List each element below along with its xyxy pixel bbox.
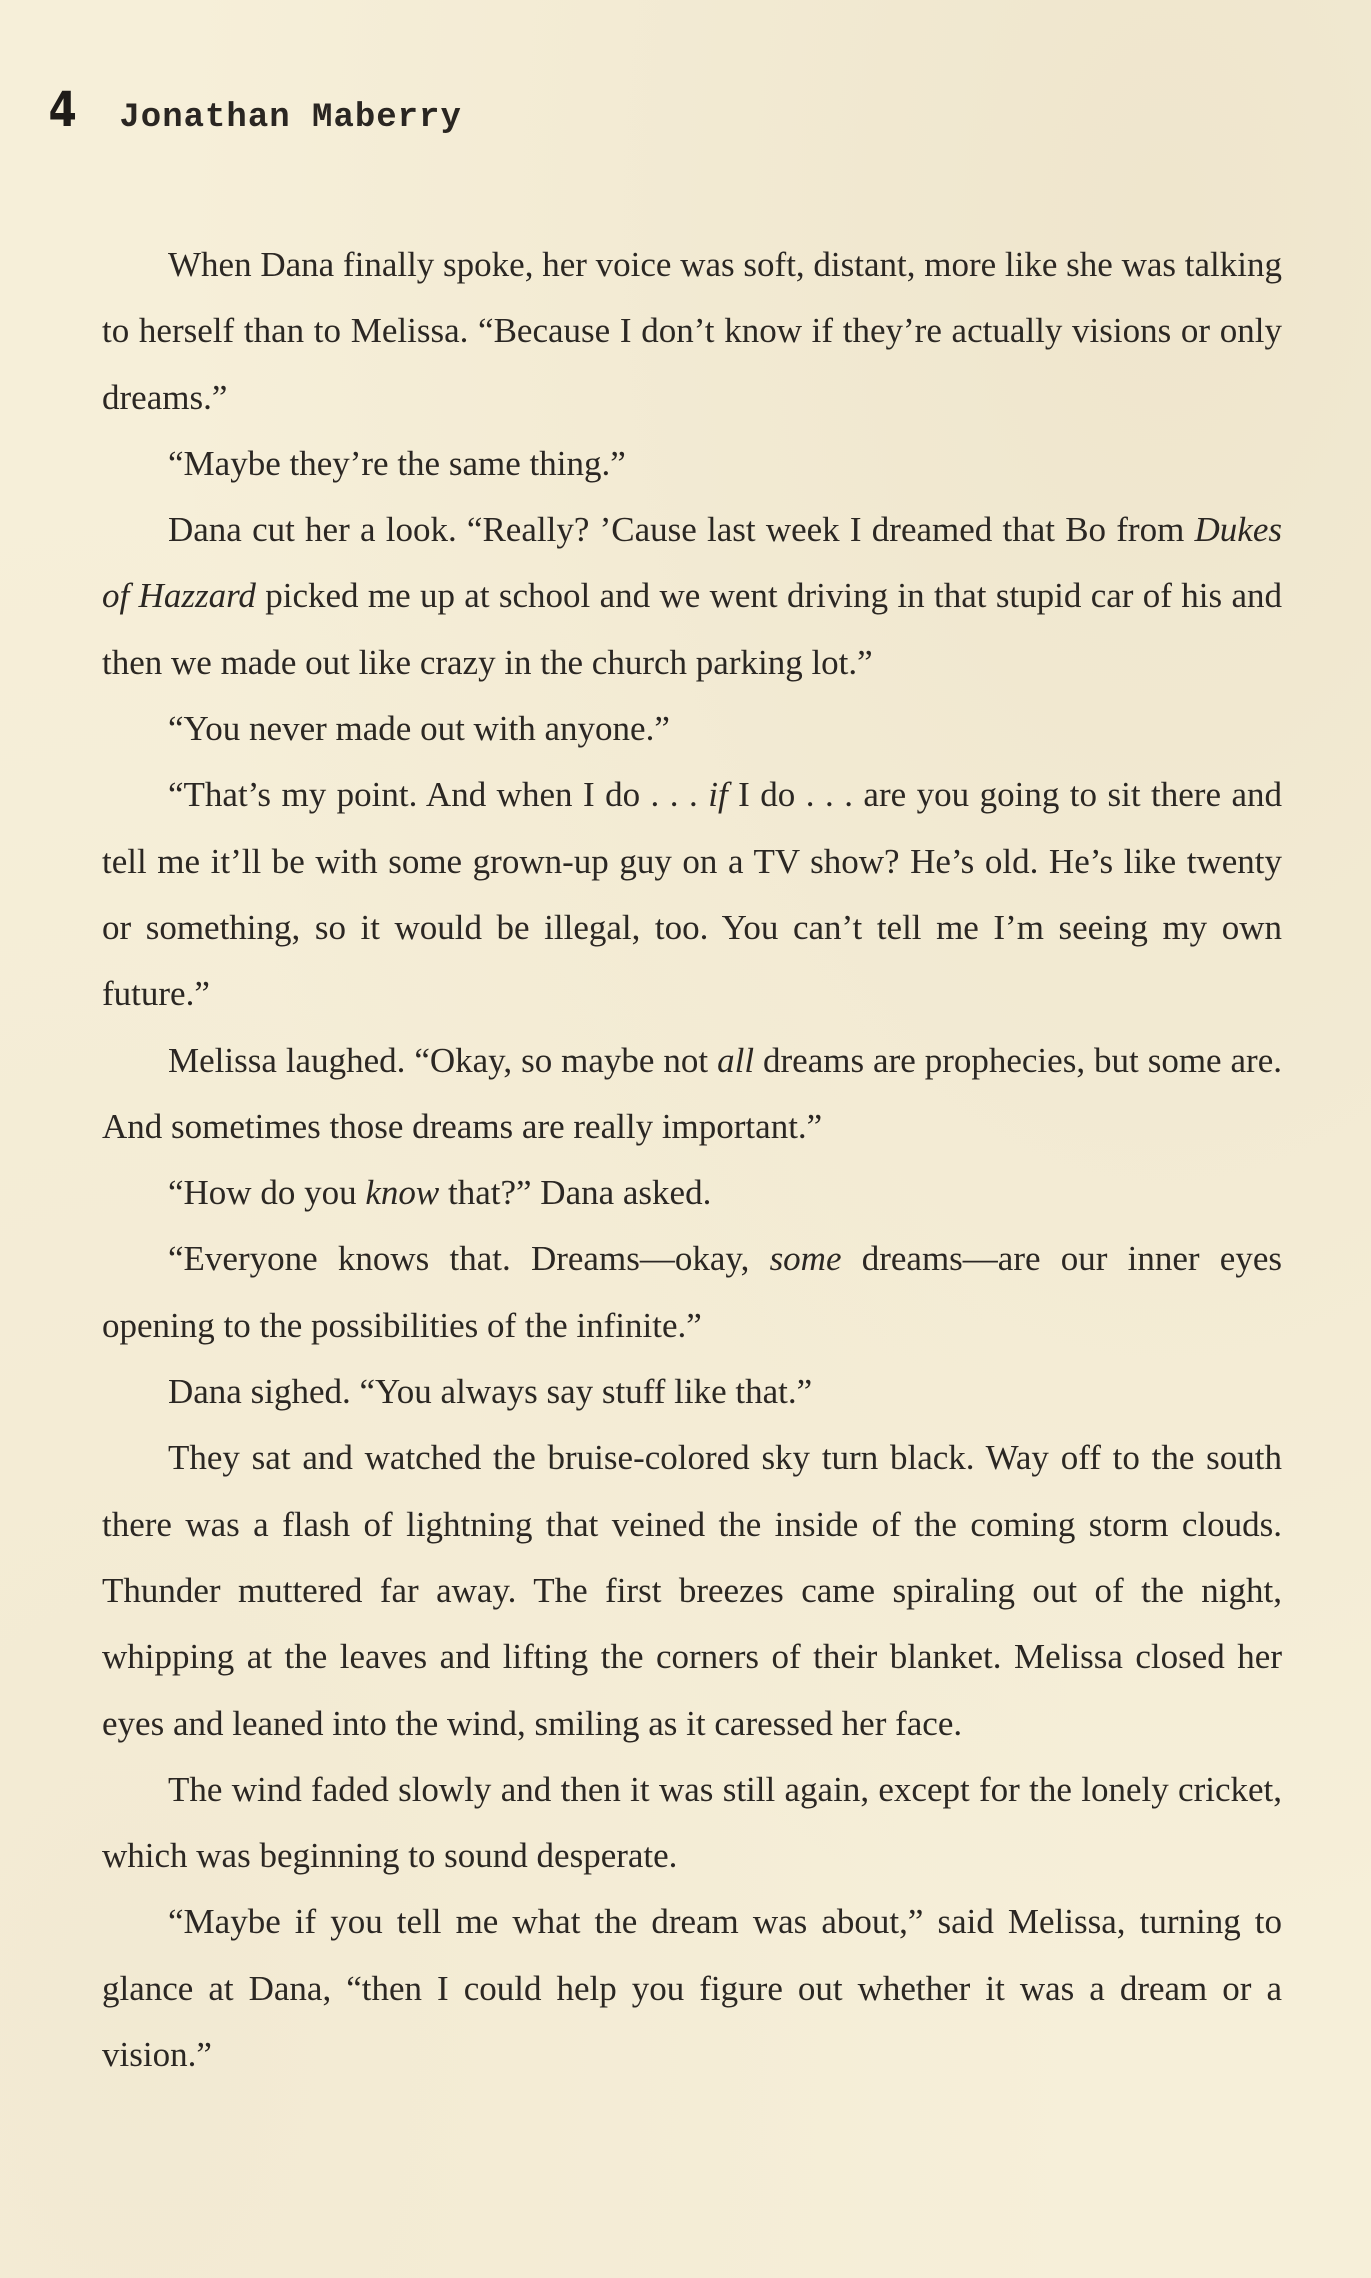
text-segment: “That’s my point. And when I do . . . <box>168 775 709 815</box>
text-segment: They sat and watched the bruise-colored sky turn black. Way off to the south there was a flash of lightning that veined the inside of the coming storm clouds. Thunder muttered far away. The first breezes came spiraling out of the night, whipping at the leaves and lifting the corners of their blanket. Melissa closed her eyes and leaned into the wind, smiling as it caressed her face. <box>102 1438 1282 1743</box>
running-head <box>46 82 462 142</box>
text-segment: dreams—are our inner eyes opening to the possibilities of the infinite.” <box>102 1239 1282 1345</box>
italic-text: Dukes of Hazzard <box>102 510 1282 616</box>
paragraph <box>102 1226 1282 1359</box>
paragraph <box>102 497 1282 696</box>
text-segment: dreams are prophecies, but some are. And sometimes those dreams are really important.” <box>102 1040 1282 1146</box>
italic-text: if <box>708 775 728 815</box>
paragraph <box>102 1160 1282 1226</box>
text-segment: “Maybe if you tell me what the dream was about,” said Melissa, turning to glance at Dana, “then I could help you figure out whether it was a dream or a vision.” <box>102 1902 1282 2075</box>
text-segment: picked me up at school and we went driving in that stupid car of his and then we made out like crazy in the church parking lot.” <box>102 576 1282 682</box>
italic-text: know <box>365 1173 440 1213</box>
paragraph <box>102 431 1282 497</box>
text-segment: Dana sighed. “You always say stuff like that.” <box>168 1372 813 1412</box>
italic-text: all <box>717 1040 755 1080</box>
italic-text: some <box>769 1239 842 1279</box>
paragraph <box>102 1757 1282 1890</box>
text-segment: Melissa laughed. “Okay, so maybe not <box>168 1040 718 1080</box>
paragraph <box>102 1359 1282 1425</box>
text-segment: “Maybe they’re the same thing.” <box>168 443 626 483</box>
paragraph <box>102 1889 1282 2088</box>
text-segment: Dana cut her a look. “Really? ’Cause last week I dreamed that Bo from <box>168 510 1195 550</box>
text-segment: “You never made out with anyone.” <box>168 709 670 749</box>
text-segment: The wind faded slowly and then it was still again, except for the lonely cricket, which was beginning to sound desperate. <box>102 1769 1282 1876</box>
text-segment: I do . . . are you going to sit there and tell me it’ll be with some grown-up guy on a TV show? He’s old. He’s like twenty or something, so it would be illegal, too. You can’t tell me I’m seeing my own future.” <box>102 775 1282 1014</box>
running-head-author: Jonathan Maberry <box>119 99 462 137</box>
paragraph <box>102 696 1282 762</box>
page-number: 4 <box>48 82 77 138</box>
text-segment: When Dana finally spoke, her voice was soft, distant, more like she was talking to herself than to Melissa. “Because I don’t know if they’re actually visions or only dreams.” <box>102 245 1282 417</box>
text-segment: “How do you <box>168 1173 366 1213</box>
body-text <box>102 232 1282 2088</box>
text-segment: “Everyone knows that. Dreams—okay, <box>168 1239 770 1279</box>
paragraph <box>102 1425 1282 1756</box>
paragraph <box>102 232 1282 431</box>
text-segment: that?” Dana asked. <box>439 1173 712 1213</box>
paragraph <box>102 1028 1282 1161</box>
paragraph <box>102 762 1282 1027</box>
